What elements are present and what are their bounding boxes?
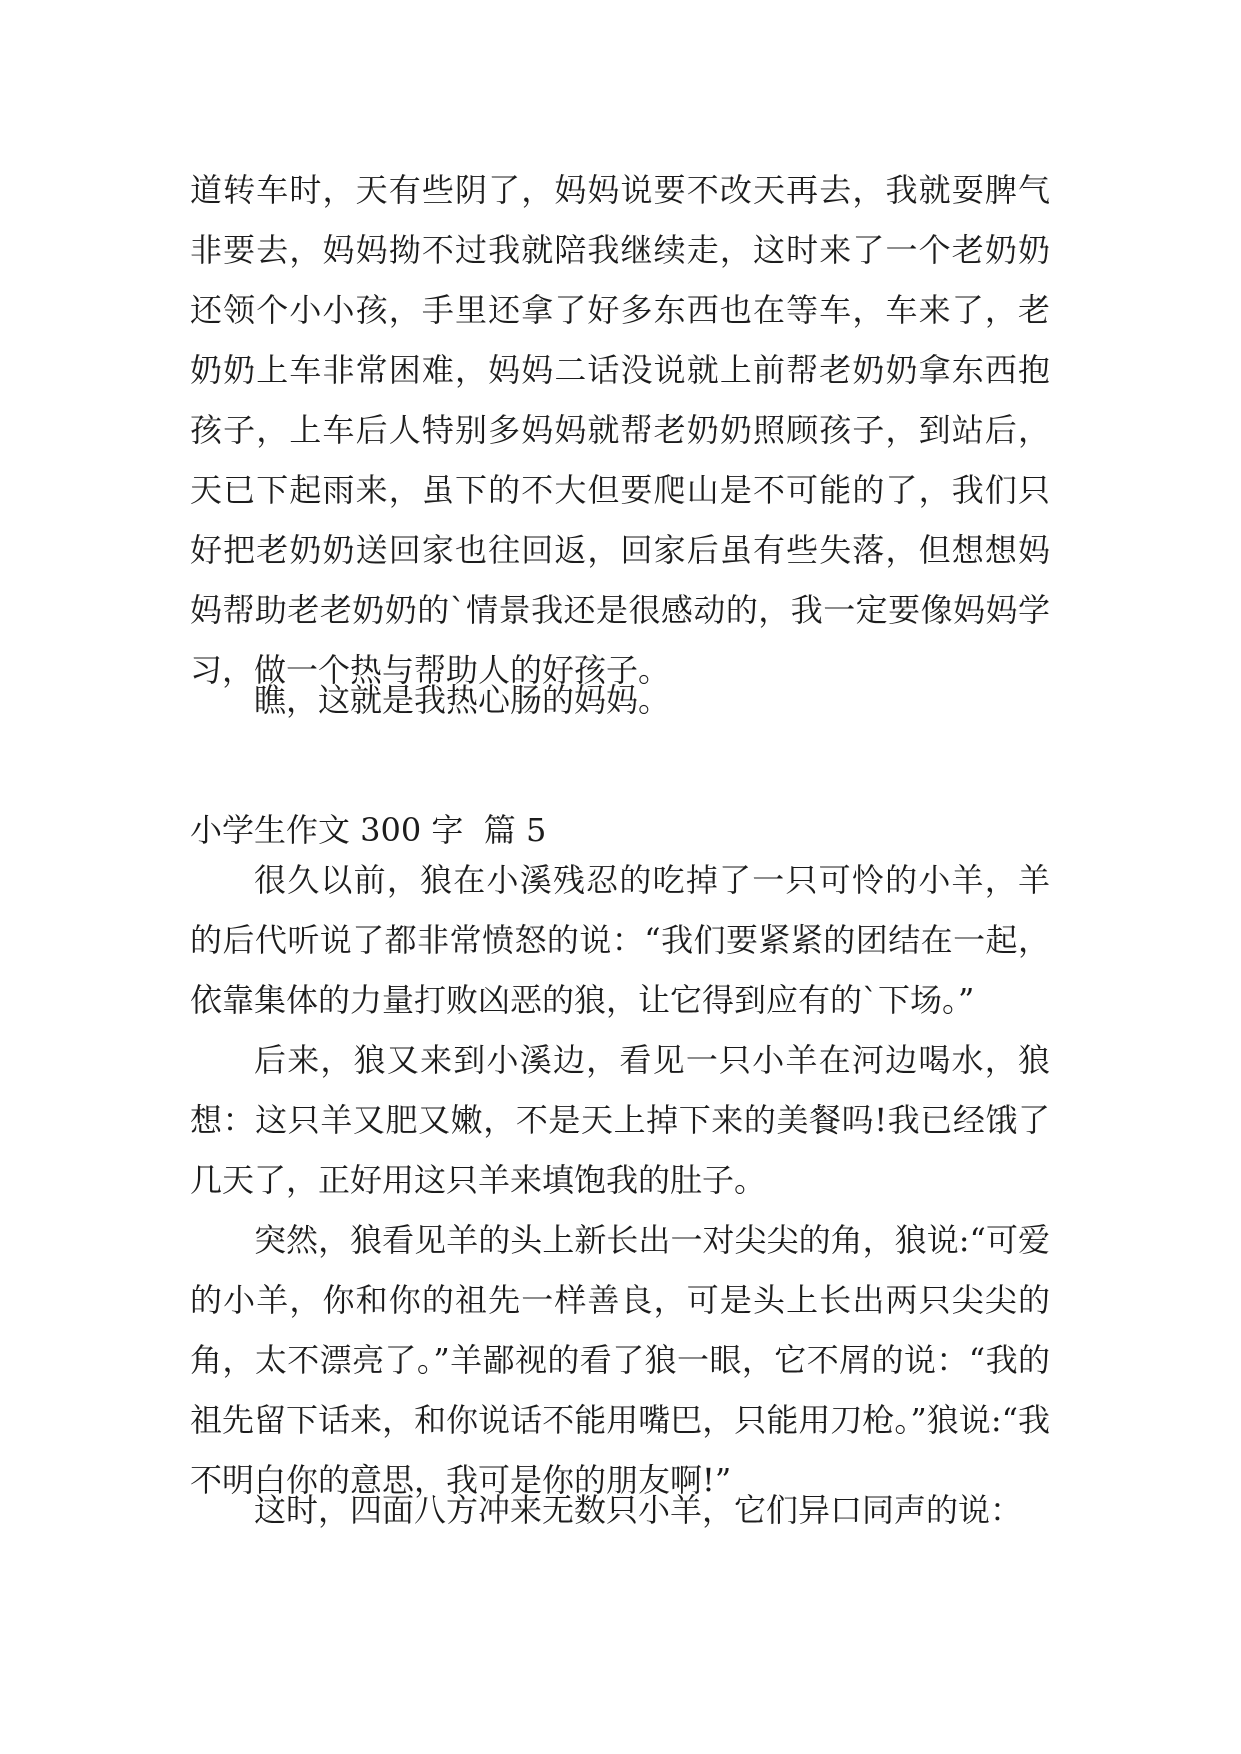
document-page	[190, 0, 1050, 1754]
section-title: 小学生作文 300 字 篇 5	[190, 811, 547, 849]
paragraph-1: 很久以前，狼在小溪残忍的吃掉了一只可怜的小羊，羊的后代听说了都非常愤怒的说：“我们要紧紧的团结在一起，依靠集体的力量打败凶恶的狼，让它得到应有的`下场。”	[190, 861, 1050, 1019]
paragraph-2: 后来，狼又来到小溪边，看见一只小羊在河边喝水，狼想：这只羊又肥又嫩，不是天上掉下来的美餐吗!我已经饿了几天了，正好用这只羊来填饱我的肚子。	[190, 1041, 1050, 1199]
paragraph-4: 这时，四面八方冲来无数只小羊，它们异口同声的说：	[254, 1491, 1023, 1529]
paragraph-closing: 瞧，这就是我热心肠的妈妈。	[254, 681, 671, 719]
paragraph-continued: 道转车时，天有些阴了，妈妈说要不改天再去，我就耍脾气非要去，妈妈拗不过我就陪我继续走，这时来了一个老奶奶还领个小小孩，手里还拿了好多东西也在等车，车来了，老奶奶上车非常困难，妈妈二话没说就上前帮老奶奶拿东西抱孩子，上车后人特别多妈妈就帮老奶奶照顾孩子，到站后，天已下起雨来，虽下的不大但要爬山是不可能的了，我们只好把老奶奶送回家也往回返，回家后虽有些失落，但想想妈妈帮助老老奶奶的`情景我还是很感动的，我一定要像妈妈学习，做一个热与帮助人的好孩子。	[190, 171, 1050, 689]
paragraph-3: 突然，狼看见羊的头上新长出一对尖尖的角，狼说:“可爱的小羊，你和你的祖先一样善良，可是头上长出两只尖尖的角，太不漂亮了。”羊鄙视的看了狼一眼，它不屑的说：“我的祖先留下话来，和你说话不能用嘴巴，只能用刀枪。”狼说:“我不明白你的意思，我可是你的朋友啊!”	[190, 1221, 1050, 1499]
